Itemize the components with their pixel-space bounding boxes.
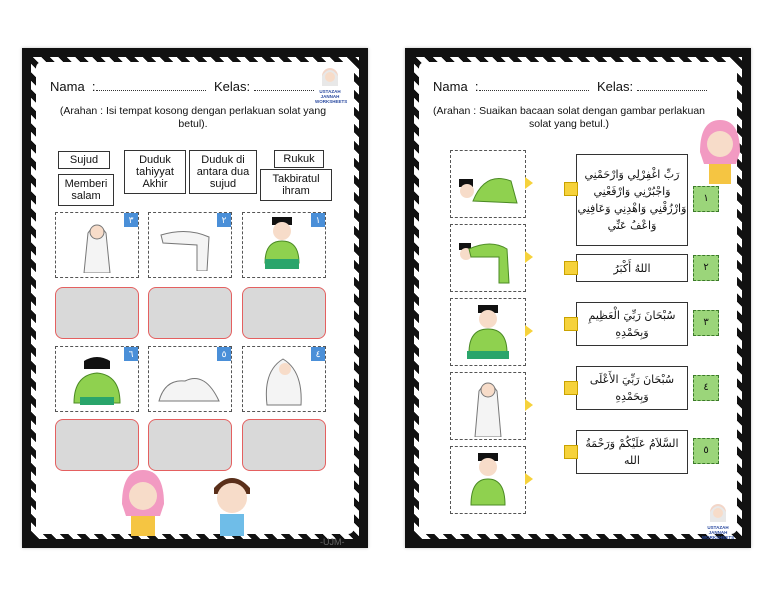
logo-text: USTAZAH JANNAH WORKSHEETS [315,89,348,104]
arrow-connector[interactable] [525,399,533,411]
picture-box [148,346,232,412]
picture-box [450,298,526,366]
name-field[interactable]: Nama : [433,79,589,94]
worksheet-right [405,48,751,548]
picture-box [450,150,526,218]
picture-number: ٣ [124,213,138,227]
kneeling-girl-icon [259,351,307,407]
praying-girl-icon [78,217,116,273]
picture-box [242,346,326,412]
arrow-connector[interactable] [564,182,578,196]
worksheet-left [22,48,368,548]
name-field[interactable]: Nama : [50,79,206,94]
answer-box[interactable] [242,419,326,471]
arrow-connector[interactable] [525,177,533,189]
class-label: Kelas: [214,79,251,94]
answer-box[interactable] [148,419,232,471]
recitation-box: سُبْحَانَ رَبِّيَ الأَعْلَى وَبِحَمْدِهِ [576,366,688,410]
arrow-connector[interactable] [564,445,578,459]
answer-box[interactable] [148,287,232,339]
answer-box[interactable] [55,287,139,339]
recitation-box: اللهُ أَكْبَرُ [576,254,688,282]
picture-box [148,212,232,278]
sujud-figure-icon [155,367,223,405]
picture-box [55,212,139,278]
recitation-number: ١ [693,186,719,212]
recitation-box: سُبْحَانَ رَبِّيَ الْعَظِيمِ وَبِحَمْدِهِ [576,302,688,346]
picture-box [450,446,526,514]
recitation-box: رَبِّ اغْفِرْلِي وَارْحَمْنِي وَاجْبُرْنِي وَارْفَعْنِي وَارْزُقْنِي وَاهْدِنِي وَعَافِنِي وَاعْفُ عَنِّي [576,154,688,246]
class-field[interactable] [597,79,707,94]
recitation-number: ٣ [693,310,719,336]
bowing-figure-icon [157,223,219,271]
answer-box[interactable] [242,287,326,339]
instruction-text: (Arahan : Isi tempat kosong dengan perlakuan solat yang betul). [59,105,327,130]
picture-number: ٤ [311,347,325,361]
picture-box [242,212,326,278]
name-label: Nama [433,79,468,94]
arrow-connector[interactable] [564,317,578,331]
girl-mascot-icon [118,468,168,540]
logo-text: USTAZAH JANNAH WORKSHEETS [701,525,735,540]
boy-mascot-icon [206,468,258,540]
arrow-connector[interactable] [525,473,533,485]
sitting-boy-icon [70,351,124,407]
picture-box [55,346,139,412]
logo [701,502,735,540]
class-label: Kelas: [597,79,634,94]
picture-number: ٦ [124,347,138,361]
sujud-figure-icon [455,165,521,207]
sitting-boy-icon [463,301,513,363]
worksheet-body [36,62,354,534]
word-takbiratul-ihram: Takbiratul ihram [260,169,332,201]
bowing-figure-icon [455,235,521,285]
answer-box[interactable] [55,419,139,471]
word-duduk-antara-dua-sujud: Duduk di antara dua sujud [189,150,257,194]
recitation-number: ٥ [693,438,719,464]
arrow-connector[interactable] [564,381,578,395]
recitation-number: ٤ [693,375,719,401]
word-memberi-salam: Memberi salam [58,174,114,206]
word-rukuk: Rukuk [274,150,324,168]
arrow-connector[interactable] [525,251,533,263]
picture-number: ١ [311,213,325,227]
praying-girl-icon [469,375,507,437]
name-label: Nama [50,79,85,94]
class-field[interactable] [214,79,314,94]
sitting-boy-icon [259,215,305,273]
sitting-boy-icon [465,449,511,511]
recitation-number: ٢ [693,255,719,281]
arrow-connector[interactable] [564,261,578,275]
word-duduk-tahiyyat-akhir: Duduk tahiyyat Akhir [124,150,186,194]
picture-box [450,224,526,292]
recitation-box: السَّلاَمُ عَلَيْكُمْ وَرَحْمَةُ الله [576,430,688,474]
arrow-connector[interactable] [525,325,533,337]
word-sujud: Sujud [58,151,110,169]
worksheet-body [419,62,737,540]
instruction-text: (Arahan : Suaikan bacaan solat dengan gambar perlakuan solat yang betul.) [432,105,706,130]
picture-number: ٢ [217,213,231,227]
girl-mascot-icon [697,118,743,186]
footer-text: -UJM- [320,537,345,547]
logo [315,66,348,104]
picture-box [450,372,526,440]
picture-number: ٥ [217,347,231,361]
